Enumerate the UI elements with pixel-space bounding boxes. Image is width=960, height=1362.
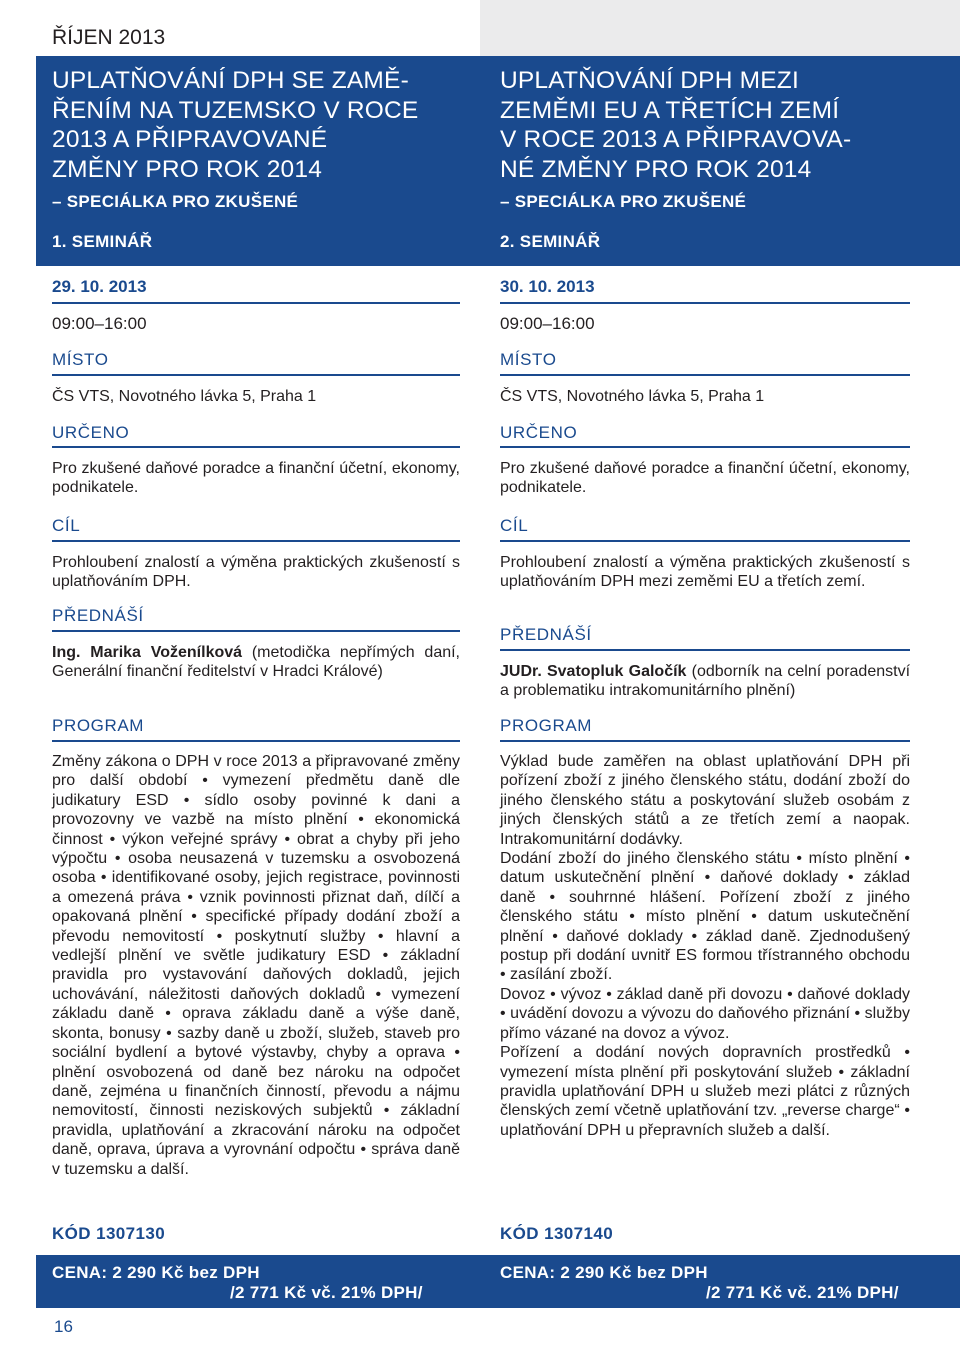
- seminar-2-target: Pro zkušené daňové poradce a finanční účetní, ekonomy, podnikatele.: [500, 460, 910, 497]
- price-line: CENA: 2 290 Kč bez DPH: [500, 1263, 708, 1282]
- price-line: CENA: 2 290 Kč bez DPH: [52, 1263, 260, 1282]
- lecturer-name: Ing. Marika Voženílková: [52, 644, 243, 661]
- title-line: ŘENÍM NA TUZEMSKO V ROCE: [52, 96, 419, 124]
- divider: [500, 740, 910, 742]
- seminar-2-program: [500, 752, 910, 1140]
- program-heading: PROGRAM: [500, 716, 593, 735]
- seminar-1-goal: Prohloubení znalostí a výměna praktických zkušeností s uplatňováním DPH.: [52, 554, 460, 591]
- goal-heading: CÍL: [500, 516, 529, 535]
- title-line: V ROCE 2013 A PŘIPRAVOVA-: [500, 126, 852, 153]
- seminar-2-number: 2. SEMINÁŘ: [500, 232, 601, 251]
- seminar-1-lecturer: [52, 643, 460, 682]
- divider: [52, 446, 460, 448]
- seminar-1-target: Pro zkušené daňové poradce a finanční účetní, ekonomy, podnikatele.: [52, 460, 460, 497]
- title-line: ZMĚNY PRO ROK 2014: [52, 155, 323, 183]
- seminar-2-goal: Prohloubení znalostí a výměna praktických zkušeností s uplatňováním DPH mezi zeměmi EU a třetích zemí.: [500, 554, 910, 591]
- title-line: 2013 A PŘIPRAVOVANÉ: [52, 126, 328, 153]
- seminar-2-title: [500, 66, 851, 184]
- seminar-2-code: KÓD 1307140: [500, 1224, 614, 1243]
- title-line: UPLATŇOVÁNÍ DPH MEZI: [500, 67, 799, 94]
- seminar-1-program: Změny zákona o DPH v roce 2013 a připravované změny pro další období • vymezení předmětu daně dle judikatury ESD • sídlo osoby povinné k dani a provozovny ve vazbě na místo plnění • ekonomická činnost • výkon veřejné správy • obrat a chyby při jeho výpočtu • osoba neusazená v tuzemsku a osvobozená osoba • identifikované osoby, jejich registrace, povinnosti a omezená práva • vznik povinnosti přiznat daň, dílčí a opakovaná plnění • specifické případy dodání zboží a převodu nemovitostí • poskytnutí služby • hlavní a vedlejší plnění ve světle judikatury ESD • základní pravidla pro vystavování daňových dokladů, jejich uchovávání, náležitosti daňových dokladů • vymezení základu daně • oprava základu daně a výše daně, skonta, bonusy • sazby daně u zboží, služeb, staveb pro sociální bydlení a bytové výstavby, chyby a oprava • plnění osvobozená od daně bez nároku na odpočet daně, zejména u finančních činností, převodu a nájmu nemovitostí, činnosti neziskových subjektů • základní pravidla, uplatňování a zkracování nároku na odpočet daně, oprava, úprava a vyrovnání odpočtu • správa daně v tuzemsku a další.: [52, 753, 460, 1178]
- program-paragraph: Výklad bude zaměřen na oblast uplatňování DPH při pořízení zboží z jiného členského státu, dodání zboží do jiného členského státu a poskytování služeb osobám z jiných členských států a ze třetích zemí a naopak. Intrakomunitární dodávky.: [500, 753, 910, 848]
- seminar-2-price-box: [480, 1255, 960, 1308]
- lecturer-info: (metodička nepřímých daní, Generální finanční ředitelství v Hradci Králové): [52, 644, 461, 681]
- title-line: ZEMĚMI EU A TŘETÍCH ZEMÍ: [500, 96, 840, 124]
- place-heading: MÍSTO: [52, 350, 109, 369]
- target-heading: URČENO: [52, 423, 130, 442]
- seminar-1-place: ČS VTS, Novotného lávka 5, Praha 1: [52, 388, 317, 405]
- seminar-2-lecturer: [500, 662, 910, 701]
- price-line-vat: /2 771 Kč vč. 21% DPH/: [230, 1283, 423, 1302]
- lecturer-heading: PŘEDNÁŠÍ: [500, 625, 592, 644]
- divider: [52, 374, 460, 376]
- divider: [52, 740, 460, 742]
- seminar-1-price-box: [36, 1255, 480, 1308]
- seminar-1-code: KÓD 1307130: [52, 1224, 166, 1243]
- lecturer-heading: PŘEDNÁŠÍ: [52, 606, 144, 625]
- seminar-1-date: 29. 10. 2013: [52, 277, 147, 296]
- seminar-1-number: 1. SEMINÁŘ: [52, 232, 153, 251]
- seminar-1-subtitle: – SPECIÁLKA PRO ZKUŠENÉ: [52, 192, 299, 211]
- divider: [52, 540, 460, 542]
- seminar-2-place: ČS VTS, Novotného lávka 5, Praha 1: [500, 388, 765, 405]
- goal-heading: CÍL: [52, 516, 81, 535]
- seminar-1-title: [52, 66, 418, 184]
- lecturer-name: JUDr. Svatopluk Galočík: [500, 663, 687, 680]
- divider: [52, 630, 460, 632]
- title-line: UPLATŇOVÁNÍ DPH SE ZAMĚ-: [52, 67, 409, 94]
- target-heading: URČENO: [500, 423, 578, 442]
- page-number: 16: [54, 1317, 73, 1336]
- place-heading: MÍSTO: [500, 350, 557, 369]
- divider: [500, 302, 910, 304]
- divider: [500, 374, 910, 376]
- seminar-2-subtitle: – SPECIÁLKA PRO ZKUŠENÉ: [500, 192, 747, 211]
- program-paragraph: Pořízení a dodání nových dopravních prostředků • vymezení místa plnění při poskytování služeb • základní pravidla uplatňování DPH u služeb mezi plátci z různých členských zemí včetně uplatňování tzv. „reverse charge“ • uplatňování DPH u přepravních služeb a další.: [500, 1044, 910, 1139]
- program-paragraph: Dovoz • vývoz • základ daně při dovozu • daňové doklady • uvádění dovozu a vývozu do daňového přiznání • služby přímo vázané na dovoz a vývoz.: [500, 985, 910, 1042]
- program-heading: PROGRAM: [52, 716, 145, 735]
- issue-month: ŘÍJEN 2013: [52, 26, 166, 49]
- lecturer-info: (odborník na celní poradenství a problematiku intrakomunitárního plnění): [500, 663, 911, 700]
- divider: [500, 446, 910, 448]
- title-line: NÉ ZMĚNY PRO ROK 2014: [500, 155, 812, 183]
- seminar-2-date: 30. 10. 2013: [500, 277, 595, 296]
- divider: [500, 540, 910, 542]
- divider: [500, 649, 910, 651]
- seminar-1-time: 09:00–16:00: [52, 314, 147, 333]
- divider: [52, 302, 460, 304]
- seminar-2-time: 09:00–16:00: [500, 314, 595, 333]
- price-line-vat: /2 771 Kč vč. 21% DPH/: [706, 1283, 899, 1302]
- program-paragraph: Dodání zboží do jiného členského státu • místo plnění • datum uskutečnění plnění • daňové doklady • základ daně • souhrnné hlášení. Pořízení zboží z jiného členského státu • místo plnění • datum uskutečnění plnění • daňové doklady • základ daně. Zjednodušený postup při dodání uvnitř ES formou třístranného obchodu • zasílání zboží.: [500, 850, 910, 984]
